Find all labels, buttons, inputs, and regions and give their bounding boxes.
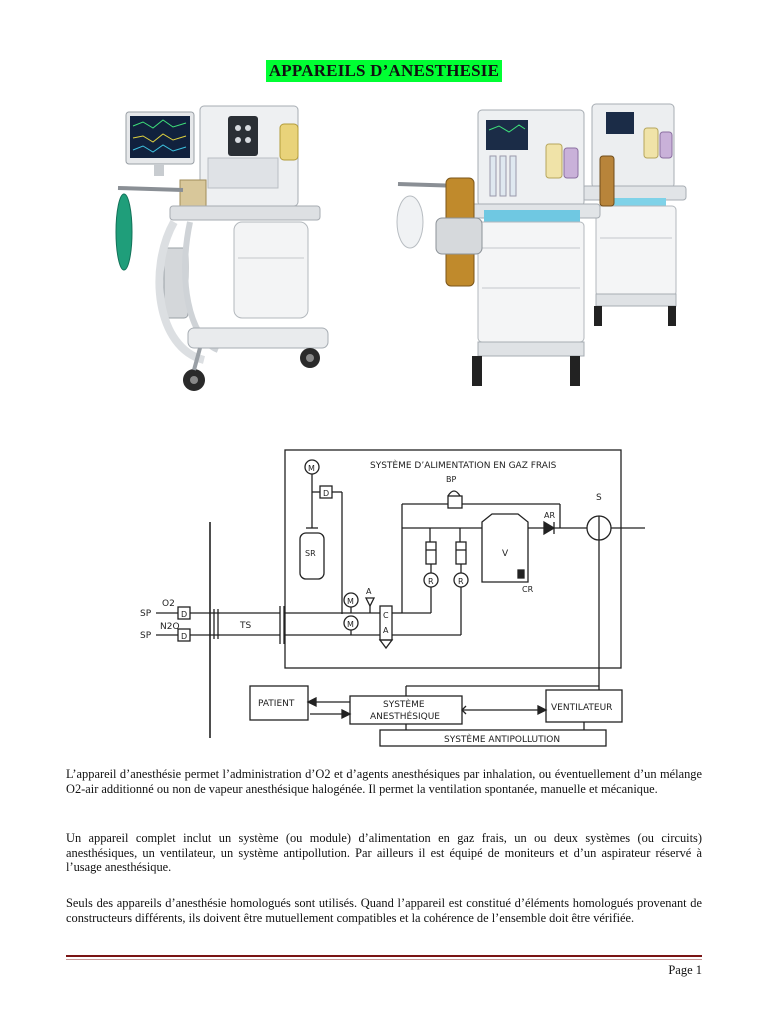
paragraph-homologation: Seuls des appareils d’anesthésie homologués sont utilisés. Quand l’appareil est constitué d’éléments homologués provenant de constructeurs différents, ils doivent être mutuellement compatibles et la cohérence de l’ensemble doit être vérifiée. [66,896,702,925]
paragraph-components: Un appareil complet inclut un système (ou module) d’alimentation en gaz frais, un ou deux systèmes (ou circuits) anesthésiques, un ventilateur, un système antipollution. Par ailleurs il est équipé de moniteurs et d’un aspirateur réservé à l’usage anesthésique. [66,831,702,874]
flowmeter-2 [456,542,466,564]
gas-supply-schematic [130,438,650,754]
svg-text:AR: AR [544,511,556,520]
svg-text:R: R [428,577,434,586]
page-number: Page 1 [668,963,702,977]
anesthesia-machines-photo-right [396,98,692,396]
svg-text:ANESTHÉSIQUE: ANESTHÉSIQUE [370,712,440,722]
footer-rule-thin [66,959,702,960]
svg-text:D: D [323,489,330,498]
svg-text:M: M [308,464,315,473]
footer-rule [66,955,702,957]
svg-text:SP: SP [140,631,152,641]
svg-text:M: M [347,597,354,606]
paragraph-intro: L’appareil d’anesthésie permet l’administration d’O2 et d’agents anesthésiques par inhalation, ou éventuellement d’un mélange O2-air additionné ou non de vapeur anesthésique halogénée. Il permet la ventilation spontanée, manuelle et mécanique. [66,767,702,796]
svg-text:BP: BP [446,475,457,484]
supply-system-title: SYSTÈME D’ALIMENTATION EN GAZ FRAIS [370,461,557,471]
svg-text:SP: SP [140,609,152,619]
svg-text:A: A [383,626,389,635]
page-title: APPAREILS D’ANESTHESIE [266,60,502,82]
svg-text:TS: TS [240,621,252,631]
svg-text:SR: SR [305,549,316,558]
flowmeter-1 [426,542,436,564]
svg-text:PATIENT: PATIENT [258,699,295,709]
svg-text:CR: CR [522,585,534,594]
title-wrap [0,60,768,82]
svg-text:S: S [596,493,602,503]
svg-text:SYSTÈME: SYSTÈME [383,700,425,710]
svg-text:A: A [366,587,372,596]
anesthesia-machine-photo-left [108,98,338,398]
svg-text:D: D [181,632,188,641]
svg-text:V: V [502,549,509,559]
svg-text:D: D [181,610,188,619]
svg-text:VENTILATEUR: VENTILATEUR [551,703,613,713]
svg-text:SYSTÈME ANTIPOLLUTION: SYSTÈME ANTIPOLLUTION [444,735,561,745]
svg-text:R: R [458,577,464,586]
svg-text:C: C [383,611,389,620]
flush-valve-bp [448,496,462,508]
svg-text:M: M [347,620,354,629]
svg-text:O2: O2 [162,599,175,609]
svg-text:N2O: N2O [160,622,180,632]
